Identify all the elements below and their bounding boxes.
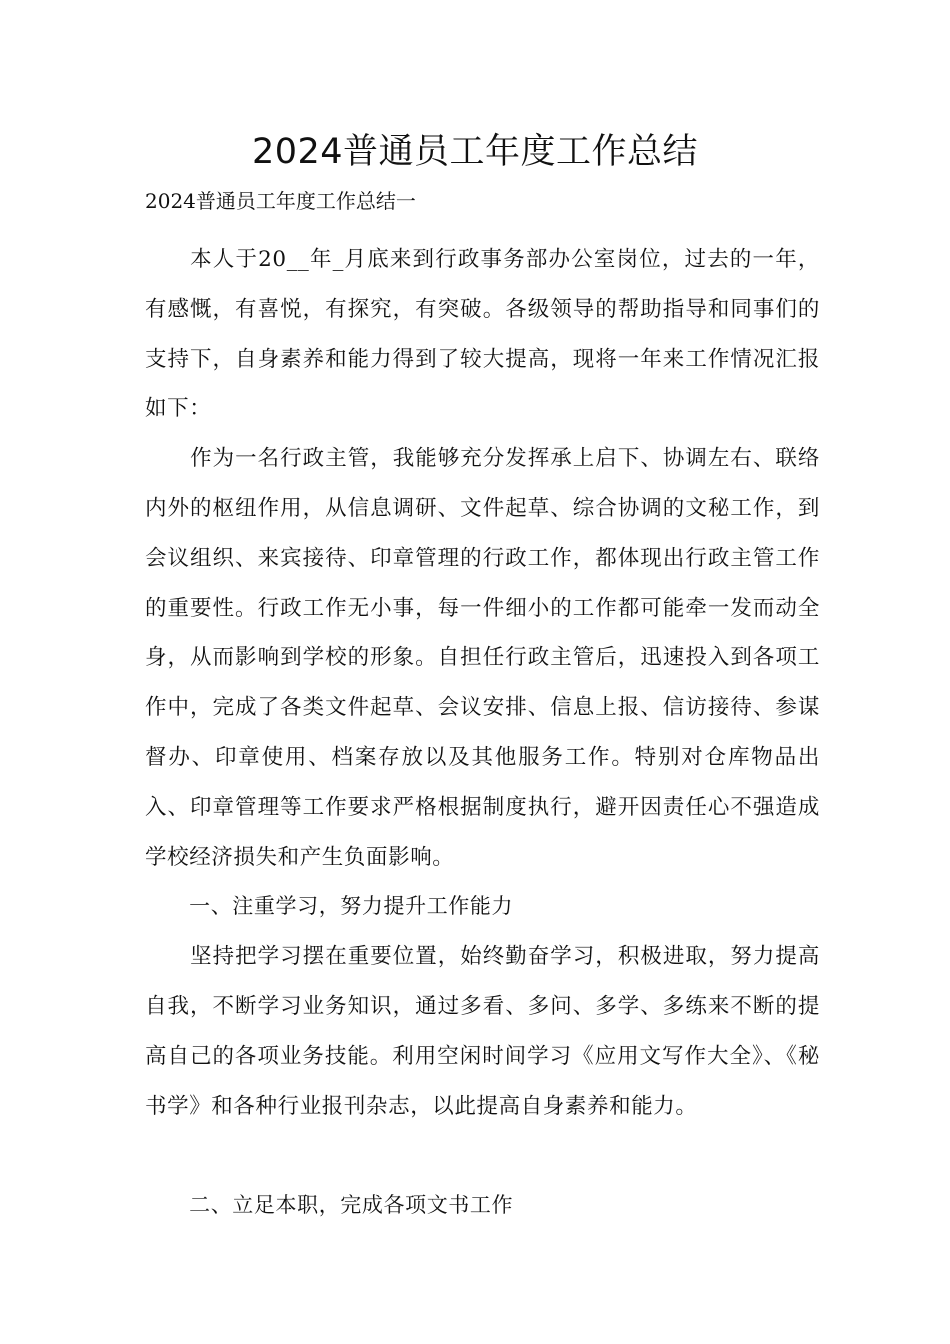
intro-paragraph: 本人于20__年_月底来到行政事务部办公室岗位，过去的一年，有感慨，有喜悦，有探究，有突破。各级领导的帮助指导和同事们的支持下，自身素养和能力得到了较大提高，现将一年来工作情况汇报如下： — [145, 247, 820, 422]
section-heading-2: 二、立足本职，完成各项文书工作 — [189, 1193, 514, 1218]
role-paragraph: 作为一名行政主管，我能够充分发挥承上启下、协调左右、联络内外的枢纽作用，从信息调研、文件起草、综合协调的文秘工作，到会议组织、来宾接待、印章管理的行政工作，都体现出行政主管工作的重要性。行政工作无小事，每一件细小的工作都可能牵一发而动全身，从而影响到学校的形象。自担任行政主管后，迅速投入到各项工作中，完成了各类文件起草、会议安排、信息上报、信访接待、参谋督办、印章使用、档案存放以及其他服务工作。特别对仓库物品出入、印章管理等工作要求严格根据制度执行，避开因责任心不强造成学校经济损失和产生负面影响。 — [145, 446, 820, 870]
section-heading-1: 一、注重学习，努力提升工作能力 — [189, 894, 514, 919]
document-subtitle: 2024普通员工年度工作总结一 — [145, 189, 416, 213]
page-title: 2024普通员工年度工作总结 — [251, 132, 699, 172]
section-1-paragraph: 坚持把学习摆在重要位置，始终勤奋学习，积极进取，努力提高自我，不断学习业务知识，通过多看、多问、多学、多练来不断的提高自己的各项业务技能。利用空闲时间学习《应用文写作大全》、《秘书学》和各种行业报刊杂志，以此提高自身素养和能力。 — [145, 944, 820, 1119]
document-body — [145, 235, 820, 1231]
section-spacer — [145, 1131, 820, 1181]
